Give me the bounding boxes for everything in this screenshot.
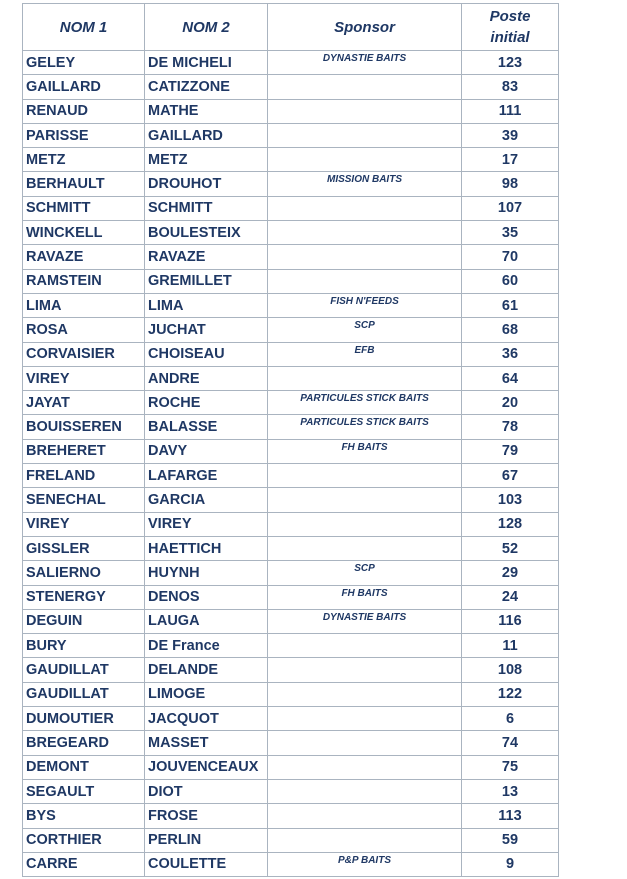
cell-sponsor bbox=[268, 634, 462, 658]
cell-nom1: BREGEARD bbox=[23, 731, 145, 755]
cell-sponsor: SCP bbox=[268, 318, 462, 342]
cell-poste: 113 bbox=[462, 804, 559, 828]
cell-nom1: SALIERNO bbox=[23, 561, 145, 585]
cell-poste: 60 bbox=[462, 269, 559, 293]
cell-nom1: GELEY bbox=[23, 51, 145, 75]
table-row bbox=[23, 828, 559, 852]
header-poste-line1: Poste bbox=[489, 8, 531, 25]
table-row bbox=[23, 561, 559, 585]
cell-nom2: MASSET bbox=[145, 731, 268, 755]
cell-nom2: FROSE bbox=[145, 804, 268, 828]
table-body bbox=[23, 51, 559, 877]
cell-nom2: LAFARGE bbox=[145, 464, 268, 488]
cell-poste: 61 bbox=[462, 293, 559, 317]
header-row bbox=[23, 4, 559, 51]
table-row bbox=[23, 318, 559, 342]
cell-nom1: SEGAULT bbox=[23, 779, 145, 803]
cell-nom1: GISSLER bbox=[23, 536, 145, 560]
cell-sponsor bbox=[268, 828, 462, 852]
cell-sponsor: DYNASTIE BAITS bbox=[268, 51, 462, 75]
table-row bbox=[23, 634, 559, 658]
cell-sponsor: P&P BAITS bbox=[268, 852, 462, 876]
cell-nom2: JUCHAT bbox=[145, 318, 268, 342]
cell-sponsor bbox=[268, 779, 462, 803]
cell-nom2: GREMILLET bbox=[145, 269, 268, 293]
cell-sponsor: DYNASTIE BAITS bbox=[268, 609, 462, 633]
cell-nom2: BOULESTEIX bbox=[145, 221, 268, 245]
cell-sponsor bbox=[268, 148, 462, 172]
cell-nom2: JACQUOT bbox=[145, 707, 268, 731]
table-row bbox=[23, 172, 559, 196]
cell-poste: 11 bbox=[462, 634, 559, 658]
cell-nom1: SENECHAL bbox=[23, 488, 145, 512]
cell-nom1: DEGUIN bbox=[23, 609, 145, 633]
cell-nom1: METZ bbox=[23, 148, 145, 172]
table-row bbox=[23, 342, 559, 366]
table-row bbox=[23, 51, 559, 75]
cell-nom2: BALASSE bbox=[145, 415, 268, 439]
cell-sponsor bbox=[268, 245, 462, 269]
table-row bbox=[23, 415, 559, 439]
cell-poste: 123 bbox=[462, 51, 559, 75]
table-row bbox=[23, 293, 559, 317]
cell-nom1: GAUDILLAT bbox=[23, 682, 145, 706]
table-row bbox=[23, 439, 559, 463]
cell-nom2: ANDRE bbox=[145, 366, 268, 390]
table-row bbox=[23, 464, 559, 488]
cell-nom2: HUYNH bbox=[145, 561, 268, 585]
cell-poste: 103 bbox=[462, 488, 559, 512]
cell-nom1: ROSA bbox=[23, 318, 145, 342]
table-row bbox=[23, 245, 559, 269]
cell-nom1: BERHAULT bbox=[23, 172, 145, 196]
cell-nom1: CORVAISIER bbox=[23, 342, 145, 366]
header-poste bbox=[462, 4, 559, 51]
cell-poste: 39 bbox=[462, 123, 559, 147]
cell-sponsor bbox=[268, 512, 462, 536]
cell-sponsor: PARTICULES STICK BAITS bbox=[268, 391, 462, 415]
cell-poste: 24 bbox=[462, 585, 559, 609]
cell-nom1: FRELAND bbox=[23, 464, 145, 488]
cell-nom1: BYS bbox=[23, 804, 145, 828]
table-row bbox=[23, 99, 559, 123]
cell-poste: 70 bbox=[462, 245, 559, 269]
cell-nom1: BURY bbox=[23, 634, 145, 658]
cell-poste: 68 bbox=[462, 318, 559, 342]
cell-nom2: DROUHOT bbox=[145, 172, 268, 196]
cell-nom2: MATHE bbox=[145, 99, 268, 123]
cell-poste: 17 bbox=[462, 148, 559, 172]
cell-nom1: BOUISSEREN bbox=[23, 415, 145, 439]
table-row bbox=[23, 804, 559, 828]
cell-poste: 29 bbox=[462, 561, 559, 585]
header-nom1: NOM 1 bbox=[23, 4, 145, 51]
cell-sponsor: FH BAITS bbox=[268, 585, 462, 609]
table-row bbox=[23, 391, 559, 415]
table-row bbox=[23, 609, 559, 633]
cell-sponsor bbox=[268, 536, 462, 560]
cell-nom1: VIREY bbox=[23, 366, 145, 390]
header-sponsor: Sponsor bbox=[268, 4, 462, 51]
table-row bbox=[23, 488, 559, 512]
cell-nom1: DEMONT bbox=[23, 755, 145, 779]
cell-nom2: DENOS bbox=[145, 585, 268, 609]
cell-sponsor bbox=[268, 123, 462, 147]
cell-nom2: DAVY bbox=[145, 439, 268, 463]
cell-poste: 116 bbox=[462, 609, 559, 633]
cell-nom2: DELANDE bbox=[145, 658, 268, 682]
cell-poste: 9 bbox=[462, 852, 559, 876]
cell-nom2: HAETTICH bbox=[145, 536, 268, 560]
cell-sponsor bbox=[268, 707, 462, 731]
cell-sponsor: MISSION BAITS bbox=[268, 172, 462, 196]
cell-sponsor bbox=[268, 221, 462, 245]
cell-nom1: GAUDILLAT bbox=[23, 658, 145, 682]
cell-sponsor bbox=[268, 658, 462, 682]
table-row bbox=[23, 682, 559, 706]
cell-nom1: RAMSTEIN bbox=[23, 269, 145, 293]
cell-sponsor bbox=[268, 464, 462, 488]
cell-poste: 36 bbox=[462, 342, 559, 366]
cell-poste: 111 bbox=[462, 99, 559, 123]
cell-sponsor bbox=[268, 804, 462, 828]
table-row bbox=[23, 707, 559, 731]
cell-poste: 20 bbox=[462, 391, 559, 415]
table-row bbox=[23, 755, 559, 779]
participants-sheet bbox=[22, 3, 559, 877]
cell-sponsor bbox=[268, 488, 462, 512]
cell-poste: 122 bbox=[462, 682, 559, 706]
cell-sponsor bbox=[268, 731, 462, 755]
cell-nom2: SCHMITT bbox=[145, 196, 268, 220]
table-row bbox=[23, 852, 559, 876]
table-row bbox=[23, 536, 559, 560]
cell-sponsor: PARTICULES STICK BAITS bbox=[268, 415, 462, 439]
cell-sponsor bbox=[268, 682, 462, 706]
cell-nom1: RAVAZE bbox=[23, 245, 145, 269]
cell-sponsor bbox=[268, 366, 462, 390]
cell-poste: 67 bbox=[462, 464, 559, 488]
cell-poste: 6 bbox=[462, 707, 559, 731]
cell-nom2: ROCHE bbox=[145, 391, 268, 415]
header-nom2: NOM 2 bbox=[145, 4, 268, 51]
cell-poste: 83 bbox=[462, 75, 559, 99]
cell-nom2: LIMOGE bbox=[145, 682, 268, 706]
cell-nom1: JAYAT bbox=[23, 391, 145, 415]
cell-poste: 13 bbox=[462, 779, 559, 803]
cell-sponsor bbox=[268, 269, 462, 293]
table-row bbox=[23, 123, 559, 147]
table-row bbox=[23, 75, 559, 99]
cell-sponsor bbox=[268, 99, 462, 123]
cell-nom2: GAILLARD bbox=[145, 123, 268, 147]
cell-nom2: JOUVENCEAUX bbox=[145, 755, 268, 779]
table-row bbox=[23, 658, 559, 682]
cell-nom1: CORTHIER bbox=[23, 828, 145, 852]
cell-poste: 59 bbox=[462, 828, 559, 852]
cell-nom2: CATIZZONE bbox=[145, 75, 268, 99]
cell-nom1: WINCKELL bbox=[23, 221, 145, 245]
cell-sponsor: EFB bbox=[268, 342, 462, 366]
cell-nom2: DIOT bbox=[145, 779, 268, 803]
header-poste-line2: initial bbox=[490, 29, 530, 46]
table-row bbox=[23, 221, 559, 245]
cell-nom2: PERLIN bbox=[145, 828, 268, 852]
cell-poste: 78 bbox=[462, 415, 559, 439]
cell-nom1: DUMOUTIER bbox=[23, 707, 145, 731]
cell-poste: 75 bbox=[462, 755, 559, 779]
cell-nom2: METZ bbox=[145, 148, 268, 172]
cell-nom2: VIREY bbox=[145, 512, 268, 536]
cell-nom2: GARCIA bbox=[145, 488, 268, 512]
cell-sponsor: FISH N'FEEDS bbox=[268, 293, 462, 317]
cell-sponsor bbox=[268, 755, 462, 779]
cell-nom2: LAUGA bbox=[145, 609, 268, 633]
participants-table bbox=[22, 3, 559, 877]
cell-nom1: SCHMITT bbox=[23, 196, 145, 220]
cell-nom1: BREHERET bbox=[23, 439, 145, 463]
table-row bbox=[23, 269, 559, 293]
table-row bbox=[23, 512, 559, 536]
cell-nom1: LIMA bbox=[23, 293, 145, 317]
cell-nom1: VIREY bbox=[23, 512, 145, 536]
cell-poste: 35 bbox=[462, 221, 559, 245]
cell-sponsor: SCP bbox=[268, 561, 462, 585]
table-row bbox=[23, 148, 559, 172]
cell-nom2: LIMA bbox=[145, 293, 268, 317]
table-row bbox=[23, 196, 559, 220]
cell-sponsor bbox=[268, 196, 462, 220]
cell-poste: 128 bbox=[462, 512, 559, 536]
cell-poste: 52 bbox=[462, 536, 559, 560]
table-row bbox=[23, 731, 559, 755]
cell-nom1: CARRE bbox=[23, 852, 145, 876]
cell-poste: 64 bbox=[462, 366, 559, 390]
cell-nom1: GAILLARD bbox=[23, 75, 145, 99]
cell-nom1: STENERGY bbox=[23, 585, 145, 609]
cell-nom2: DE MICHELI bbox=[145, 51, 268, 75]
cell-poste: 74 bbox=[462, 731, 559, 755]
cell-nom2: DE France bbox=[145, 634, 268, 658]
cell-poste: 108 bbox=[462, 658, 559, 682]
cell-sponsor bbox=[268, 75, 462, 99]
cell-nom2: CHOISEAU bbox=[145, 342, 268, 366]
cell-poste: 79 bbox=[462, 439, 559, 463]
table-row bbox=[23, 779, 559, 803]
cell-nom2: RAVAZE bbox=[145, 245, 268, 269]
cell-poste: 107 bbox=[462, 196, 559, 220]
cell-nom1: PARISSE bbox=[23, 123, 145, 147]
cell-sponsor: FH BAITS bbox=[268, 439, 462, 463]
table-row bbox=[23, 585, 559, 609]
cell-nom2: COULETTE bbox=[145, 852, 268, 876]
table-row bbox=[23, 366, 559, 390]
cell-poste: 98 bbox=[462, 172, 559, 196]
cell-nom1: RENAUD bbox=[23, 99, 145, 123]
